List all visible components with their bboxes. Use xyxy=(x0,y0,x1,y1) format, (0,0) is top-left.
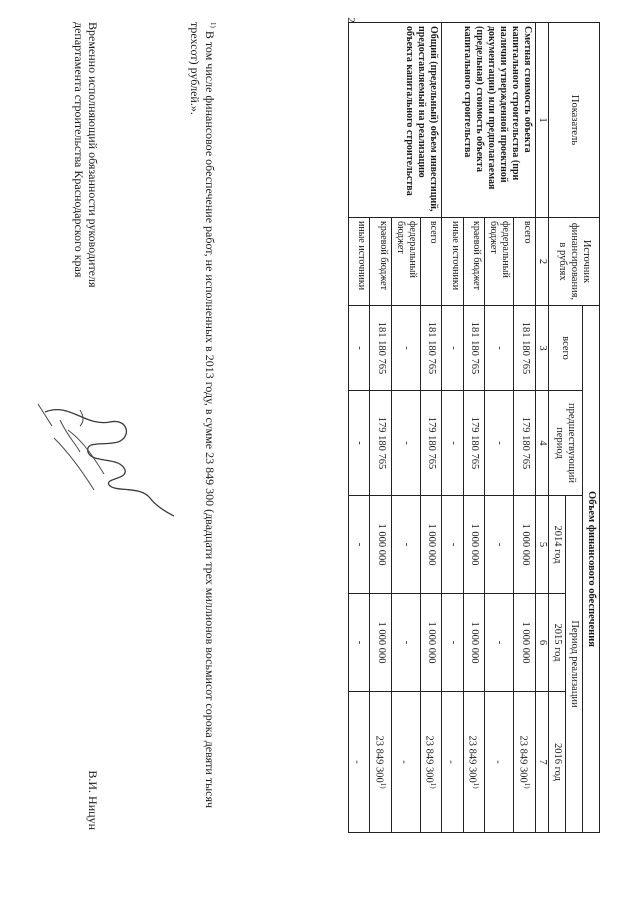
column-number: 6 xyxy=(536,594,549,692)
signature-block xyxy=(40,22,100,882)
header-source: Источник финансирования, в рублях xyxy=(549,218,600,306)
year-2016-value: - xyxy=(492,760,504,764)
previous-cell: 179 180 765 xyxy=(514,391,536,496)
signatory-name: В.И. Ницун xyxy=(86,770,100,830)
year-2016-cell xyxy=(349,692,371,833)
year-2015-cell: 1 000 000 xyxy=(464,594,486,692)
header-year-2015: 2015 год xyxy=(549,594,566,692)
footnote-ref: 1) xyxy=(472,782,481,789)
footnote-marker: 1) xyxy=(209,22,217,28)
year-2014-cell: - xyxy=(392,496,421,594)
footnote-ref: 1) xyxy=(379,782,387,789)
year-2016-cell xyxy=(370,692,392,833)
previous-cell: 179 180 765 xyxy=(464,391,486,496)
year-2015-cell: - xyxy=(442,594,464,692)
total-cell: 181 180 765 xyxy=(370,306,392,391)
year-2014-cell: - xyxy=(349,496,371,594)
header-total: всего xyxy=(549,306,583,391)
year-2014-cell: 1 000 000 xyxy=(464,496,486,594)
column-number: 1 xyxy=(536,23,549,218)
year-2016-cell xyxy=(485,692,514,833)
column-number: 4 xyxy=(536,391,549,496)
total-cell: 181 180 765 xyxy=(514,306,536,391)
total-cell: 181 180 765 xyxy=(464,306,486,391)
year-2016-value: - xyxy=(445,760,457,764)
source-cell: федеральный бюджет xyxy=(392,218,421,306)
header-indicator: Показатель xyxy=(549,23,600,218)
previous-cell: - xyxy=(485,391,514,496)
year-2014-cell: 1 000 000 xyxy=(370,496,392,594)
year-2014-cell: 1 000 000 xyxy=(514,496,536,594)
total-cell: - xyxy=(442,306,464,391)
year-2016-cell xyxy=(442,692,464,833)
previous-cell: - xyxy=(442,391,464,496)
rotated-page-content xyxy=(20,22,620,882)
previous-cell: 179 180 765 xyxy=(370,391,392,496)
financing-table xyxy=(348,22,600,833)
source-cell: краевой бюджет xyxy=(464,218,486,306)
year-2015-cell: 1 000 000 xyxy=(370,594,392,692)
year-2016-cell xyxy=(421,692,443,833)
group-label: Сметная стоимость объекта капитального строительства (при наличии утвержденной проектной документации) или предполагаемая (предельная) стоимость объекта капитального строительства xyxy=(442,23,536,218)
year-2016-value: - xyxy=(352,760,363,764)
year-2016-value: 23 849 300 xyxy=(424,735,435,783)
previous-cell: 179 180 765 xyxy=(421,391,443,496)
total-cell: - xyxy=(349,306,371,391)
source-cell: краевой бюджет xyxy=(370,218,392,306)
year-2016-value: 23 849 300 xyxy=(373,735,385,783)
year-2016-value: - xyxy=(398,760,410,764)
year-2015-cell: - xyxy=(349,594,371,692)
year-2014-cell: - xyxy=(485,496,514,594)
source-cell: всего xyxy=(421,218,443,306)
year-2014-cell: - xyxy=(442,496,464,594)
column-number: 2 xyxy=(536,218,549,306)
header-year-2016: 2016 год xyxy=(549,692,566,833)
previous-cell: - xyxy=(349,391,371,496)
table-row xyxy=(514,23,536,833)
header-previous: предшествующий период xyxy=(549,391,583,496)
group-label: Общий (предельный) объем инвестиций, предоставляемый на реализацию объекта капитального строительства xyxy=(349,23,443,218)
source-cell: иные источники xyxy=(442,218,464,306)
year-2014-cell: 1 000 000 xyxy=(421,496,443,594)
year-2016-value: 23 849 300 xyxy=(517,735,529,783)
year-2016-cell xyxy=(464,692,486,833)
column-number: 7 xyxy=(536,692,549,833)
header-year-2014: 2014 год xyxy=(549,496,566,594)
source-cell: иные источники xyxy=(349,218,371,306)
header-volume: Объем финансового обеспечения xyxy=(583,306,600,833)
footnote-ref: 1) xyxy=(523,782,531,789)
total-cell: - xyxy=(485,306,514,391)
total-cell: - xyxy=(392,306,421,391)
footnote-text: В том числе финансовое обеспечение работ, не исполненных в 2013 году, в сумме 23 849 300 (двадцати трех миллионов восьмисот сорока девяти тысяч трехсот) рублей.». xyxy=(188,22,217,809)
page-number: 2 xyxy=(344,17,357,23)
footnote-ref: 1) xyxy=(429,782,438,789)
year-2015-cell: 1 000 000 xyxy=(421,594,443,692)
year-2016-cell xyxy=(392,692,421,833)
year-2016-cell xyxy=(514,692,536,833)
table-row xyxy=(421,23,443,833)
header-period: Период реализации xyxy=(566,496,583,833)
year-2015-cell: 1 000 000 xyxy=(514,594,536,692)
total-cell: 181 180 765 xyxy=(421,306,443,391)
column-numbers-row xyxy=(536,23,549,833)
column-number: 5 xyxy=(536,496,549,594)
source-cell: всего xyxy=(514,218,536,306)
column-number: 3 xyxy=(536,306,549,391)
year-2016-value: 23 849 300 xyxy=(467,735,478,783)
signatory-position: Временно исполняющий обязанности руководителя департамента строительства Краснодарского края xyxy=(72,22,100,288)
year-2015-cell: - xyxy=(485,594,514,692)
year-2015-cell: - xyxy=(392,594,421,692)
source-cell: федеральный бюджет xyxy=(485,218,514,306)
footnote xyxy=(187,22,220,842)
previous-cell: - xyxy=(392,391,421,496)
